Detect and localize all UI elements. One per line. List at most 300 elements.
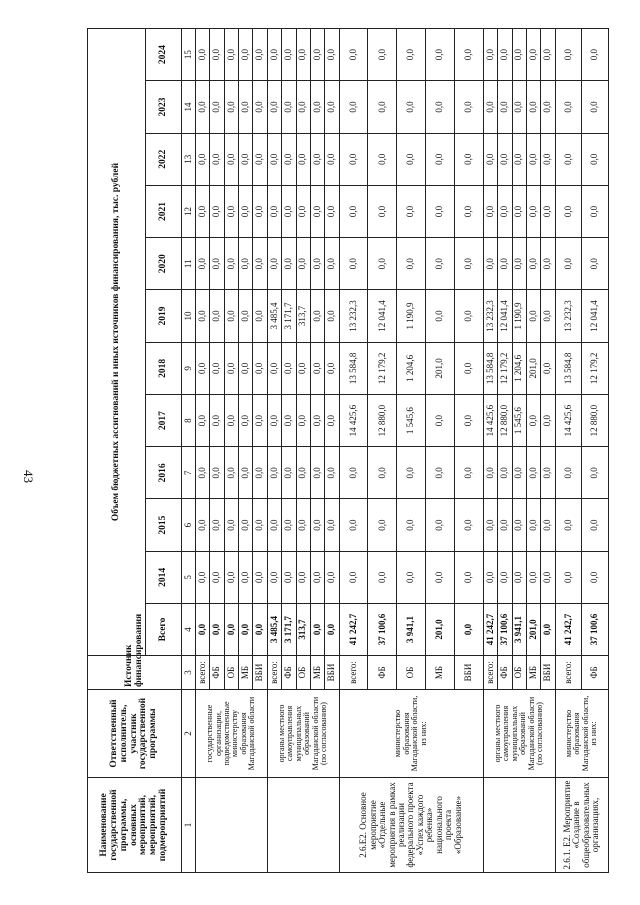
year-value-cell: 0,0 bbox=[253, 238, 267, 290]
header-total: Всего bbox=[146, 604, 182, 656]
year-value-cell: 0,0 bbox=[325, 551, 339, 603]
year-value-cell: 0,0 bbox=[196, 290, 210, 342]
year-value-cell: 12 880,0 bbox=[582, 394, 609, 446]
year-value-cell: 0,0 bbox=[239, 342, 253, 394]
source-cell: всего: bbox=[196, 656, 210, 690]
year-value-cell: 0,0 bbox=[555, 447, 582, 499]
year-value-cell: 0,0 bbox=[426, 133, 455, 185]
year-value-cell: 0,0 bbox=[196, 238, 210, 290]
source-cell: ВБИ bbox=[454, 656, 483, 690]
year-value-cell: 0,0 bbox=[310, 238, 324, 290]
header-year: 2014 bbox=[146, 551, 182, 603]
year-value-cell: 0,0 bbox=[282, 29, 296, 81]
year-value-cell: 0,0 bbox=[282, 185, 296, 237]
year-value-cell: 0,0 bbox=[267, 185, 281, 237]
year-value-cell: 0,0 bbox=[541, 185, 555, 237]
year-value-cell: 0,0 bbox=[196, 29, 210, 81]
year-value-cell: 0,0 bbox=[454, 133, 483, 185]
year-value-cell: 12 041,4 bbox=[582, 290, 609, 342]
year-value-cell: 0,0 bbox=[582, 551, 609, 603]
year-value-cell: 0,0 bbox=[339, 551, 368, 603]
year-value-cell: 0,0 bbox=[483, 238, 497, 290]
year-value-cell: 0,0 bbox=[296, 238, 310, 290]
year-value-cell: 0,0 bbox=[512, 29, 526, 81]
year-value-cell: 201,0 bbox=[526, 342, 540, 394]
year-value-cell: 0,0 bbox=[196, 447, 210, 499]
year-value-cell: 0,0 bbox=[512, 499, 526, 551]
year-value-cell: 0,0 bbox=[310, 290, 324, 342]
year-value-cell: 0,0 bbox=[582, 238, 609, 290]
year-value-cell: 0,0 bbox=[426, 238, 455, 290]
table-row bbox=[483, 29, 497, 873]
year-value-cell: 0,0 bbox=[296, 133, 310, 185]
total-value-cell: 0,0 bbox=[224, 604, 238, 656]
year-value-cell: 0,0 bbox=[512, 551, 526, 603]
year-value-cell: 0,0 bbox=[239, 29, 253, 81]
source-cell: всего: bbox=[339, 656, 368, 690]
year-value-cell: 0,0 bbox=[282, 81, 296, 133]
header-year: 2024 bbox=[146, 29, 182, 81]
year-value-cell: 0,0 bbox=[196, 133, 210, 185]
year-value-cell: 0,0 bbox=[498, 551, 512, 603]
year-value-cell: 0,0 bbox=[541, 238, 555, 290]
year-value-cell: 0,0 bbox=[296, 447, 310, 499]
year-value-cell: 0,0 bbox=[454, 238, 483, 290]
year-value-cell: 0,0 bbox=[512, 238, 526, 290]
year-value-cell: 0,0 bbox=[368, 447, 397, 499]
year-value-cell: 0,0 bbox=[555, 551, 582, 603]
year-value-cell: 0,0 bbox=[582, 185, 609, 237]
year-value-cell: 0,0 bbox=[210, 29, 224, 81]
year-value-cell: 0,0 bbox=[282, 238, 296, 290]
year-value-cell: 0,0 bbox=[498, 81, 512, 133]
year-value-cell: 0,0 bbox=[512, 81, 526, 133]
year-value-cell: 0,0 bbox=[526, 81, 540, 133]
column-number: 11 bbox=[182, 238, 196, 290]
source-cell: ФБ bbox=[368, 656, 397, 690]
total-value-cell: 201,0 bbox=[426, 604, 455, 656]
rotated-table-container bbox=[87, 28, 609, 873]
year-value-cell: 0,0 bbox=[368, 499, 397, 551]
year-value-cell: 0,0 bbox=[541, 81, 555, 133]
year-value-cell: 0,0 bbox=[541, 499, 555, 551]
year-value-cell: 12 179,2 bbox=[368, 342, 397, 394]
year-value-cell: 0,0 bbox=[483, 447, 497, 499]
year-value-cell: 0,0 bbox=[310, 551, 324, 603]
year-value-cell: 1 190,9 bbox=[512, 290, 526, 342]
year-value-cell: 0,0 bbox=[454, 499, 483, 551]
year-value-cell: 0,0 bbox=[426, 551, 455, 603]
year-value-cell: 0,0 bbox=[368, 185, 397, 237]
year-value-cell: 0,0 bbox=[512, 133, 526, 185]
year-value-cell: 0,0 bbox=[210, 499, 224, 551]
source-cell: ВБИ bbox=[325, 656, 339, 690]
program-name-cell bbox=[267, 778, 339, 873]
year-value-cell: 12 880,0 bbox=[368, 394, 397, 446]
year-value-cell: 0,0 bbox=[210, 185, 224, 237]
year-value-cell: 0,0 bbox=[253, 394, 267, 446]
column-number: 1 bbox=[182, 778, 196, 873]
source-cell: ОБ bbox=[397, 656, 426, 690]
year-value-cell: 0,0 bbox=[526, 551, 540, 603]
year-value-cell: 0,0 bbox=[368, 29, 397, 81]
year-value-cell: 12 041,4 bbox=[498, 290, 512, 342]
year-value-cell: 0,0 bbox=[526, 499, 540, 551]
year-value-cell: 0,0 bbox=[196, 499, 210, 551]
financing-table bbox=[87, 28, 609, 873]
year-value-cell: 0,0 bbox=[196, 394, 210, 446]
year-value-cell: 0,0 bbox=[555, 81, 582, 133]
year-value-cell: 0,0 bbox=[368, 551, 397, 603]
year-value-cell: 0,0 bbox=[526, 133, 540, 185]
year-value-cell: 0,0 bbox=[325, 133, 339, 185]
header-volume: Объем бюджетных ассигнований и иных источников финансирования, тыс. рублей bbox=[88, 29, 146, 656]
year-value-cell: 0,0 bbox=[339, 238, 368, 290]
source-cell: ФБ bbox=[282, 656, 296, 690]
year-value-cell: 0,0 bbox=[541, 133, 555, 185]
year-value-cell: 0,0 bbox=[454, 185, 483, 237]
executor-cell: органы местного самоуправления муниципальных образований Магаданской области (по согласованию) bbox=[267, 690, 339, 778]
source-cell: ФБ bbox=[498, 656, 512, 690]
year-value-cell: 0,0 bbox=[426, 499, 455, 551]
year-value-cell: 0,0 bbox=[339, 185, 368, 237]
year-value-cell: 0,0 bbox=[498, 499, 512, 551]
column-number: 2 bbox=[182, 690, 196, 778]
year-value-cell: 0,0 bbox=[426, 447, 455, 499]
year-value-cell: 0,0 bbox=[253, 342, 267, 394]
year-value-cell: 0,0 bbox=[555, 499, 582, 551]
header-year: 2022 bbox=[146, 133, 182, 185]
total-value-cell: 37 100,6 bbox=[368, 604, 397, 656]
year-value-cell: 0,0 bbox=[267, 551, 281, 603]
year-value-cell: 0,0 bbox=[210, 394, 224, 446]
year-value-cell: 0,0 bbox=[397, 551, 426, 603]
source-cell: ОБ bbox=[512, 656, 526, 690]
year-value-cell: 0,0 bbox=[454, 394, 483, 446]
source-cell: ФБ bbox=[210, 656, 224, 690]
year-value-cell: 0,0 bbox=[325, 238, 339, 290]
year-value-cell: 0,0 bbox=[541, 29, 555, 81]
year-value-cell: 0,0 bbox=[224, 551, 238, 603]
header-year: 2018 bbox=[146, 342, 182, 394]
year-value-cell: 0,0 bbox=[310, 185, 324, 237]
year-value-cell: 0,0 bbox=[224, 238, 238, 290]
year-value-cell: 0,0 bbox=[239, 81, 253, 133]
year-value-cell: 1 545,6 bbox=[397, 394, 426, 446]
year-value-cell: 0,0 bbox=[397, 133, 426, 185]
column-number: 13 bbox=[182, 133, 196, 185]
year-value-cell: 0,0 bbox=[253, 29, 267, 81]
total-value-cell: 0,0 bbox=[454, 604, 483, 656]
year-value-cell: 0,0 bbox=[282, 394, 296, 446]
column-number: 3 bbox=[182, 656, 196, 690]
year-value-cell: 0,0 bbox=[296, 185, 310, 237]
column-number: 4 bbox=[182, 604, 196, 656]
header-year: 2017 bbox=[146, 394, 182, 446]
year-value-cell: 13 584,8 bbox=[483, 342, 497, 394]
total-value-cell: 201,0 bbox=[526, 604, 540, 656]
program-name-cell: 2.6.1. Е2. Мероприятие «Создание в общеобразовательных организациях, bbox=[555, 778, 608, 873]
total-value-cell: 0,0 bbox=[325, 604, 339, 656]
year-value-cell: 0,0 bbox=[282, 499, 296, 551]
source-cell: всего: bbox=[483, 656, 497, 690]
year-value-cell: 0,0 bbox=[339, 133, 368, 185]
year-value-cell: 0,0 bbox=[239, 447, 253, 499]
year-value-cell: 13 232,3 bbox=[555, 290, 582, 342]
column-number: 9 bbox=[182, 342, 196, 394]
year-value-cell: 0,0 bbox=[224, 133, 238, 185]
year-value-cell: 0,0 bbox=[224, 290, 238, 342]
year-value-cell: 0,0 bbox=[310, 499, 324, 551]
year-value-cell: 0,0 bbox=[239, 551, 253, 603]
year-value-cell: 0,0 bbox=[498, 133, 512, 185]
year-value-cell: 0,0 bbox=[210, 81, 224, 133]
year-value-cell: 0,0 bbox=[526, 394, 540, 446]
year-value-cell: 0,0 bbox=[253, 133, 267, 185]
year-value-cell: 0,0 bbox=[483, 29, 497, 81]
year-value-cell: 0,0 bbox=[339, 447, 368, 499]
header-year: 2021 bbox=[146, 185, 182, 237]
total-value-cell: 3 941,1 bbox=[512, 604, 526, 656]
year-value-cell: 0,0 bbox=[397, 447, 426, 499]
year-value-cell: 0,0 bbox=[310, 81, 324, 133]
year-value-cell: 0,0 bbox=[454, 447, 483, 499]
year-value-cell: 0,0 bbox=[555, 238, 582, 290]
total-value-cell: 0,0 bbox=[253, 604, 267, 656]
year-value-cell: 12 179,2 bbox=[582, 342, 609, 394]
year-value-cell: 0,0 bbox=[498, 29, 512, 81]
table-row bbox=[555, 29, 582, 873]
year-value-cell: 0,0 bbox=[483, 185, 497, 237]
total-value-cell: 3 485,4 bbox=[267, 604, 281, 656]
year-value-cell: 0,0 bbox=[296, 342, 310, 394]
year-value-cell: 0,0 bbox=[483, 499, 497, 551]
year-value-cell: 0,0 bbox=[267, 133, 281, 185]
program-name-cell bbox=[196, 778, 268, 873]
year-value-cell: 0,0 bbox=[368, 238, 397, 290]
year-value-cell: 0,0 bbox=[454, 290, 483, 342]
year-value-cell: 0,0 bbox=[582, 81, 609, 133]
year-value-cell: 0,0 bbox=[325, 29, 339, 81]
year-value-cell: 0,0 bbox=[310, 133, 324, 185]
year-value-cell: 0,0 bbox=[454, 29, 483, 81]
table-row bbox=[339, 29, 368, 873]
year-value-cell: 0,0 bbox=[397, 185, 426, 237]
year-value-cell: 0,0 bbox=[325, 394, 339, 446]
year-value-cell: 1 204,6 bbox=[512, 342, 526, 394]
year-value-cell: 0,0 bbox=[541, 342, 555, 394]
year-value-cell: 0,0 bbox=[582, 29, 609, 81]
year-value-cell: 0,0 bbox=[253, 290, 267, 342]
year-value-cell: 0,0 bbox=[296, 29, 310, 81]
year-value-cell: 0,0 bbox=[325, 290, 339, 342]
program-name-cell bbox=[483, 778, 555, 873]
total-value-cell: 313,7 bbox=[296, 604, 310, 656]
year-value-cell: 0,0 bbox=[541, 551, 555, 603]
year-value-cell: 0,0 bbox=[426, 185, 455, 237]
year-value-cell: 0,0 bbox=[239, 290, 253, 342]
year-value-cell: 0,0 bbox=[483, 133, 497, 185]
column-number: 14 bbox=[182, 81, 196, 133]
year-value-cell: 0,0 bbox=[224, 81, 238, 133]
year-value-cell: 0,0 bbox=[498, 185, 512, 237]
source-cell: ОБ bbox=[224, 656, 238, 690]
year-value-cell: 201,0 bbox=[426, 342, 455, 394]
year-value-cell: 0,0 bbox=[397, 81, 426, 133]
year-value-cell: 0,0 bbox=[224, 499, 238, 551]
header-year: 2020 bbox=[146, 238, 182, 290]
year-value-cell: 0,0 bbox=[224, 447, 238, 499]
year-value-cell: 0,0 bbox=[397, 238, 426, 290]
executor-cell: министерство образования Магаданской области, из них: bbox=[339, 690, 483, 778]
year-value-cell: 1 545,6 bbox=[512, 394, 526, 446]
year-value-cell: 0,0 bbox=[267, 499, 281, 551]
column-number: 5 bbox=[182, 551, 196, 603]
year-value-cell: 0,0 bbox=[582, 447, 609, 499]
year-value-cell: 0,0 bbox=[239, 185, 253, 237]
executor-cell: органы местного самоуправления муниципальных образований Магаданской области (по согласованию) bbox=[483, 690, 555, 778]
year-value-cell: 0,0 bbox=[339, 81, 368, 133]
year-value-cell: 0,0 bbox=[426, 81, 455, 133]
column-number: 10 bbox=[182, 290, 196, 342]
source-cell: ВБИ bbox=[253, 656, 267, 690]
year-value-cell: 0,0 bbox=[512, 185, 526, 237]
source-cell: всего: bbox=[267, 656, 281, 690]
year-value-cell: 0,0 bbox=[210, 133, 224, 185]
year-value-cell: 0,0 bbox=[224, 394, 238, 446]
column-number: 8 bbox=[182, 394, 196, 446]
year-value-cell: 0,0 bbox=[454, 342, 483, 394]
year-value-cell: 0,0 bbox=[526, 290, 540, 342]
total-value-cell: 41 242,7 bbox=[483, 604, 497, 656]
header-executor: Ответственный исполнитель, участник государственной программы bbox=[88, 690, 182, 778]
source-cell: ФБ bbox=[582, 656, 609, 690]
executor-cell: государственные организации, подведомственные министерству образования Магаданской области bbox=[196, 690, 268, 778]
year-value-cell: 0,0 bbox=[196, 551, 210, 603]
year-value-cell: 14 425,6 bbox=[483, 394, 497, 446]
header-year: 2016 bbox=[146, 447, 182, 499]
year-value-cell: 0,0 bbox=[267, 81, 281, 133]
total-value-cell: 41 242,7 bbox=[339, 604, 368, 656]
year-value-cell: 13 584,8 bbox=[339, 342, 368, 394]
year-value-cell: 0,0 bbox=[210, 238, 224, 290]
year-value-cell: 0,0 bbox=[310, 342, 324, 394]
year-value-cell: 0,0 bbox=[325, 499, 339, 551]
year-value-cell: 0,0 bbox=[239, 394, 253, 446]
year-value-cell: 13 584,8 bbox=[555, 342, 582, 394]
year-value-cell: 1 190,9 bbox=[397, 290, 426, 342]
column-number: 6 bbox=[182, 499, 196, 551]
total-value-cell: 37 100,6 bbox=[498, 604, 512, 656]
total-value-cell: 3 171,7 bbox=[282, 604, 296, 656]
year-value-cell: 0,0 bbox=[325, 81, 339, 133]
year-value-cell: 0,0 bbox=[498, 238, 512, 290]
total-value-cell: 3 941,1 bbox=[397, 604, 426, 656]
year-value-cell: 0,0 bbox=[210, 447, 224, 499]
year-value-cell: 313,7 bbox=[296, 290, 310, 342]
total-value-cell: 0,0 bbox=[310, 604, 324, 656]
source-cell: ОБ bbox=[296, 656, 310, 690]
year-value-cell: 0,0 bbox=[296, 81, 310, 133]
page-number: 43 bbox=[21, 470, 36, 483]
year-value-cell: 0,0 bbox=[512, 447, 526, 499]
year-value-cell: 13 232,3 bbox=[483, 290, 497, 342]
year-value-cell: 0,0 bbox=[267, 394, 281, 446]
year-value-cell: 0,0 bbox=[526, 185, 540, 237]
header-year: 2015 bbox=[146, 499, 182, 551]
year-value-cell: 0,0 bbox=[310, 394, 324, 446]
table-row bbox=[267, 29, 281, 873]
year-value-cell: 0,0 bbox=[426, 29, 455, 81]
column-number: 15 bbox=[182, 29, 196, 81]
year-value-cell: 0,0 bbox=[325, 185, 339, 237]
year-value-cell: 0,0 bbox=[526, 29, 540, 81]
year-value-cell: 14 425,6 bbox=[555, 394, 582, 446]
year-value-cell: 0,0 bbox=[498, 447, 512, 499]
total-value-cell: 0,0 bbox=[196, 604, 210, 656]
header-year: 2023 bbox=[146, 81, 182, 133]
year-value-cell: 0,0 bbox=[541, 447, 555, 499]
year-value-cell: 0,0 bbox=[282, 342, 296, 394]
year-value-cell: 0,0 bbox=[239, 238, 253, 290]
year-value-cell: 0,0 bbox=[210, 551, 224, 603]
year-value-cell: 0,0 bbox=[526, 447, 540, 499]
year-value-cell: 0,0 bbox=[253, 551, 267, 603]
year-value-cell: 0,0 bbox=[267, 342, 281, 394]
source-cell: МБ bbox=[239, 656, 253, 690]
source-cell: МБ bbox=[526, 656, 540, 690]
year-value-cell: 0,0 bbox=[397, 29, 426, 81]
year-value-cell: 12 041,4 bbox=[368, 290, 397, 342]
total-value-cell: 0,0 bbox=[210, 604, 224, 656]
total-value-cell: 0,0 bbox=[541, 604, 555, 656]
year-value-cell: 0,0 bbox=[339, 499, 368, 551]
year-value-cell: 0,0 bbox=[267, 238, 281, 290]
year-value-cell: 0,0 bbox=[426, 290, 455, 342]
year-value-cell: 0,0 bbox=[310, 29, 324, 81]
year-value-cell: 0,0 bbox=[582, 133, 609, 185]
year-value-cell: 0,0 bbox=[541, 290, 555, 342]
total-value-cell: 0,0 bbox=[239, 604, 253, 656]
year-value-cell: 0,0 bbox=[325, 342, 339, 394]
year-value-cell: 0,0 bbox=[555, 133, 582, 185]
header-name: Наименование государственной программы, основных мероприятий, мероприятий, подмероприятий bbox=[88, 778, 182, 873]
year-value-cell: 0,0 bbox=[296, 499, 310, 551]
year-value-cell: 14 425,6 bbox=[339, 394, 368, 446]
year-value-cell: 0,0 bbox=[253, 499, 267, 551]
year-value-cell: 0,0 bbox=[454, 81, 483, 133]
year-value-cell: 0,0 bbox=[282, 133, 296, 185]
year-value-cell: 0,0 bbox=[555, 185, 582, 237]
source-cell: всего: bbox=[555, 656, 582, 690]
year-value-cell: 0,0 bbox=[224, 342, 238, 394]
year-value-cell: 0,0 bbox=[339, 29, 368, 81]
year-value-cell: 0,0 bbox=[267, 29, 281, 81]
year-value-cell: 0,0 bbox=[454, 551, 483, 603]
total-value-cell: 37 100,6 bbox=[582, 604, 609, 656]
program-name-cell: 2.6.Е2. Основное мероприятие «Отдельные мероприятия в рамках реализации федерального проекта «Успех каждого ребенка» национального проекта «Образование» bbox=[339, 778, 483, 873]
year-value-cell: 0,0 bbox=[196, 81, 210, 133]
year-value-cell: 0,0 bbox=[368, 133, 397, 185]
year-value-cell: 0,0 bbox=[239, 499, 253, 551]
year-value-cell: 0,0 bbox=[224, 29, 238, 81]
year-value-cell: 0,0 bbox=[196, 185, 210, 237]
year-value-cell: 0,0 bbox=[397, 499, 426, 551]
year-value-cell: 0,0 bbox=[483, 551, 497, 603]
year-value-cell: 0,0 bbox=[239, 133, 253, 185]
header-source: Источник финансирования bbox=[88, 656, 182, 690]
year-value-cell: 0,0 bbox=[296, 394, 310, 446]
